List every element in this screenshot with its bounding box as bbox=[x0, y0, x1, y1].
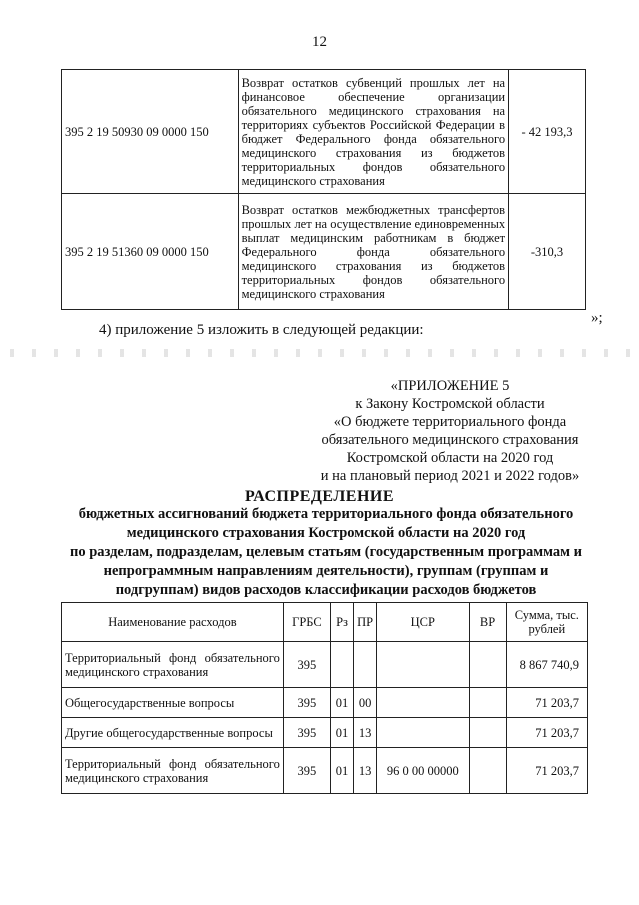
header-sum: Сумма, тыс. рублей bbox=[506, 603, 587, 642]
appendix-line: «О бюджете территориального фонда bbox=[333, 414, 567, 430]
scan-artifact bbox=[0, 349, 639, 357]
revenue-table bbox=[61, 69, 586, 310]
header-csr: ЦСР bbox=[377, 603, 469, 642]
allocation-table bbox=[61, 602, 588, 794]
cell-pr bbox=[354, 642, 377, 688]
table-row bbox=[62, 70, 586, 194]
cell-pr: 00 bbox=[354, 688, 377, 718]
cell-grbs: 395 bbox=[283, 642, 330, 688]
appendix-line: и на плановый период 2021 и 2022 годов» bbox=[320, 468, 580, 484]
cell-name: Общегосударственные вопросы bbox=[62, 688, 284, 718]
cell-rz: 01 bbox=[331, 688, 354, 718]
header-vr: ВР bbox=[469, 603, 506, 642]
revenue-amount: - 42 193,3 bbox=[509, 70, 586, 194]
cell-sum: 71 203,7 bbox=[506, 688, 587, 718]
subtitle-line: непрограммным направлениям деятельности), группам (группам и bbox=[103, 563, 549, 579]
cell-vr bbox=[469, 748, 506, 794]
revenue-amount: -310,3 bbox=[509, 194, 586, 310]
distribution-title: РАСПРЕДЕЛЕНИЕ bbox=[244, 488, 395, 505]
cell-csr bbox=[377, 642, 469, 688]
cell-rz: 01 bbox=[331, 748, 354, 794]
page-number: 12 bbox=[312, 34, 327, 50]
cell-vr bbox=[469, 718, 506, 748]
cell-name: Территориальный фонд обязательного медицинского страхования bbox=[62, 642, 284, 688]
appendix-line: к Закону Костромской области bbox=[355, 396, 545, 412]
table-row bbox=[62, 194, 586, 310]
cell-grbs: 395 bbox=[283, 718, 330, 748]
table-row bbox=[62, 748, 588, 794]
appendix-line: «ПРИЛОЖЕНИЕ 5 bbox=[390, 378, 510, 394]
cell-pr: 13 bbox=[354, 718, 377, 748]
cell-sum: 71 203,7 bbox=[506, 718, 587, 748]
cell-name: Другие общегосударственные вопросы bbox=[62, 718, 284, 748]
cell-name: Территориальный фонд обязательного медицинского страхования bbox=[62, 748, 284, 794]
cell-sum: 8 867 740,9 bbox=[506, 642, 587, 688]
amendment-item: 4) приложение 5 изложить в следующей редакции: bbox=[99, 322, 424, 338]
cell-rz bbox=[331, 642, 354, 688]
cell-vr bbox=[469, 688, 506, 718]
header-pr: ПР bbox=[354, 603, 377, 642]
table-row bbox=[62, 688, 588, 718]
table-row bbox=[62, 718, 588, 748]
cell-grbs: 395 bbox=[283, 688, 330, 718]
revenue-description: Возврат остатков субвенций прошлых лет на финансовое обеспечение организации обязательного медицинского страхования на территориях субъектов Российской Федерации в бюджет Федерального фонда обязательного медицинского страхования из бюджетов территориальных фондов обязательного медицинского страхования bbox=[238, 70, 509, 194]
cell-grbs: 395 bbox=[283, 748, 330, 794]
revenue-description: Возврат остатков межбюджетных трансфертов прошлых лет на осуществление единовременных выплат медицинским работникам в бюджет Федерального фонда обязательного медицинского страхования из бюджетов территориальных фондов обязательного медицинского страхования bbox=[238, 194, 509, 310]
appendix-line: обязательного медицинского страхования bbox=[321, 432, 579, 448]
distribution-subtitle bbox=[61, 505, 591, 600]
table-row bbox=[62, 642, 588, 688]
budget-code: 395 2 19 50930 09 0000 150 bbox=[62, 70, 239, 194]
subtitle-line: по разделам, подразделам, целевым статьям (государственным программам и bbox=[69, 544, 583, 560]
cell-pr: 13 bbox=[354, 748, 377, 794]
subtitle-line: подгруппам) видов расходов классификации расходов бюджетов bbox=[115, 582, 537, 598]
closing-quote: »; bbox=[591, 310, 603, 326]
header-grbs: ГРБС bbox=[283, 603, 330, 642]
appendix-line: Костромской области на 2020 год bbox=[346, 450, 554, 466]
cell-vr bbox=[469, 642, 506, 688]
subtitle-line: медицинского страхования Костромской области на 2020 год bbox=[126, 525, 526, 541]
appendix-header bbox=[312, 377, 588, 485]
header-rz: Рз bbox=[331, 603, 354, 642]
cell-csr bbox=[377, 688, 469, 718]
cell-csr: 96 0 00 00000 bbox=[377, 748, 469, 794]
cell-sum: 71 203,7 bbox=[506, 748, 587, 794]
subtitle-line: бюджетных ассигнований бюджета территориального фонда обязательного bbox=[78, 506, 574, 522]
cell-rz: 01 bbox=[331, 718, 354, 748]
budget-code: 395 2 19 51360 09 0000 150 bbox=[62, 194, 239, 310]
table-header-row bbox=[62, 603, 588, 642]
cell-csr bbox=[377, 718, 469, 748]
header-name: Наименование расходов bbox=[62, 603, 284, 642]
